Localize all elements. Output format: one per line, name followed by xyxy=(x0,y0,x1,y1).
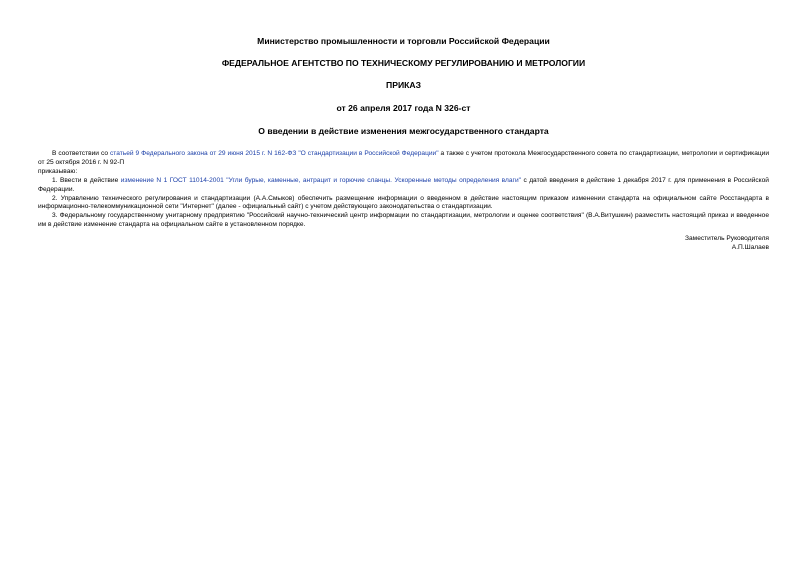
order-word: приказываю: xyxy=(38,167,78,175)
signatory-position: Заместитель Руководителя xyxy=(685,235,769,243)
document-type: ПРИКАЗ xyxy=(386,80,421,90)
item-1 xyxy=(38,177,769,195)
item-1-text-before: 1. Ввести в действие xyxy=(52,176,121,184)
item-2: 2. Управлению технического регулирования и стандартизации (А.А.Смыков) обеспечить размещение информации о введенном в действие настоящим приказом изменении стандарта на официальном сайте Росстандарта в информационно-телекоммуникационной сети "Интернет" (далее - официальный сайт) с учетом действующего законодательства о стандартизации. xyxy=(38,194,769,211)
document-date-number: от 26 апреля 2017 года N 326-ст xyxy=(336,103,471,113)
preamble-paragraph xyxy=(38,150,769,168)
document-body xyxy=(38,150,769,230)
preamble-text-before: В соответствии со xyxy=(52,150,110,157)
item-1-text-after: с датой введения в действие 1 декабря 2017 г. для применения в Российской Федерации. xyxy=(38,176,769,193)
document-subject: О введении в действие изменения межгосударственного стандарта xyxy=(258,126,549,136)
law-link[interactable]: статьей 9 Федерального закона от 29 июня 2015 г. N 162-ФЗ "О стандартизации в Российской Федерации" xyxy=(109,150,439,157)
standard-amendment-link[interactable]: изменение N 1 ГОСТ 11014-2001 "Угли бурые, каменные, антрацит и горючие сланцы. Ускоренные методы определения влаги" xyxy=(120,176,521,184)
preamble-text-after: а также с учетом протокола Межгосударственного совета по стандартизации, метрологии и сертификации от 25 октября 2016 г. N 92-П xyxy=(38,150,770,166)
ministry-title: Министерство промышленности и торговли Российской Федерации xyxy=(257,36,550,46)
item-3: 3. Федеральному государственному унитарному предприятию "Российский научно-технический центр информации по стандартизации, метрологии и оценке соответствия" (В.А.Витушкин) разместить настоящий приказ и введенное им в действие изменение стандарта на официальном сайте в установленном порядке. xyxy=(38,212,769,229)
signature-block xyxy=(38,234,769,252)
signatory-name: А.П.Шалаев xyxy=(731,244,769,252)
agency-title: ФЕДЕРАЛЬНОЕ АГЕНТСТВО ПО ТЕХНИЧЕСКОМУ РЕГУЛИРОВАНИЮ И МЕТРОЛОГИИ xyxy=(221,58,586,68)
